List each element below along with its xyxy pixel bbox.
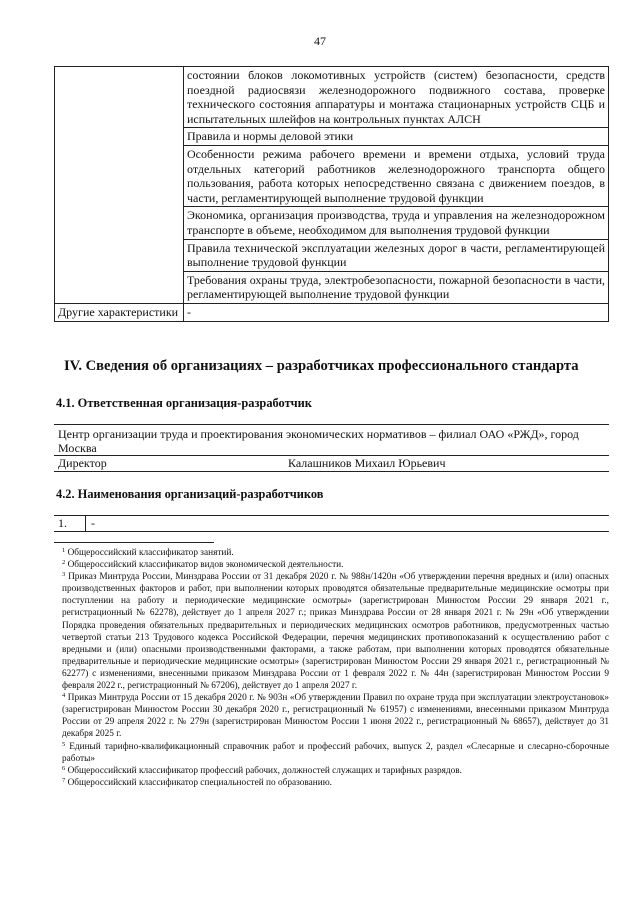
footnote-text: Приказ Минтруда России от 15 декабря 2020 г. № 903н «Об утверждении Правил по охране труда при эксплуатации электроустановок» (зарегистрирован Минюстом России 30 декабря 2020 г., регистрационный № 61957) с изменениями, внесенными приказом Минтруда России от 29 апреля 2022 г. № 279н (зарегистрирован Минюстом России 1 июня 2022 г., регистрационный № 68657), действует до 31 декабря 2025 г. xyxy=(62,693,609,740)
footnote-mark: 5 xyxy=(62,740,66,748)
director-name: Калашников Михаил Юрьевич xyxy=(288,456,446,470)
section-iv-title: IV. Сведения об организациях – разработчиках профессионального стандарта xyxy=(64,358,579,374)
footnote-divider xyxy=(54,542,214,543)
empty-label-cell xyxy=(55,67,184,304)
table-cell: состоянии блоков локомотивных устройств (систем) безопасности, средств поездной радиосвязи железнодорожного подвижного состава, проверке технического состояния аппаратуры и монтажа стационарных устройств СЦБ и испытательных шлейфов на контрольных пунктах АЛСН xyxy=(184,67,609,128)
developer-row-name: - xyxy=(91,516,95,530)
footnote xyxy=(62,741,609,765)
footnote xyxy=(62,692,609,740)
footnote-text: Общероссийский классификатор занятий. xyxy=(67,548,234,558)
footnote-mark: 6 xyxy=(62,764,66,772)
footnotes xyxy=(62,547,609,789)
table-cell: Правила и нормы деловой этики xyxy=(184,128,609,146)
footnote xyxy=(62,571,609,692)
footnote-mark: 3 xyxy=(62,571,66,579)
footnote-text: Общероссийский классификатор профессий рабочих, должностей служащих и тарифных разрядов. xyxy=(67,765,462,776)
table-cell: Правила технической эксплуатации железных дорог в части, регламентирующей выполнение трудовой функции xyxy=(184,239,609,271)
table-cell: Особенности режима рабочего времени и времени отдыха, условий труда отдельных категорий работников железнодорожного транспорта общего пользования, работа которых непосредственно связана с движением поездов, в части, регламентирующей выполнение трудовой функции xyxy=(184,145,609,206)
footnote xyxy=(62,547,609,559)
page-number: 47 xyxy=(314,34,326,48)
requirements-table xyxy=(54,66,609,322)
subsection-4-2-title: 4.2. Наименования организаций-разработчиков xyxy=(56,487,324,501)
footnote xyxy=(62,559,609,571)
subsection-4-1-title: 4.1. Ответственная организация-разработчик xyxy=(56,396,312,410)
footnote-text: Общероссийский классификатор специальностей по образованию. xyxy=(67,777,333,788)
footnote-mark: 7 xyxy=(62,776,66,784)
organization-name: Центр организации труда и проектирования экономических нормативов – филиал ОАО «РЖД», город Москва xyxy=(54,424,609,455)
table-cell: Требования охраны труда, электробезопасности, пожарной безопасности в части, регламентирующей выполнение трудовой функции xyxy=(184,271,609,303)
footnote-text: Приказ Минтруда России, Минздрава России от 31 декабря 2020 г. № 988н/1420н «Об утверждении перечня вредных и (или) опасных производственных факторов и работ, при выполнении которых проводятся обязательные предварительные медицинские осмотры при поступлении на работу и периодические медицинские осмотры» (зарегистрирован Минюстом России 29 января 2021 г., регистрационный № 62278), действует до 1 апреля 2027 г.; приказ Минздрава России от 28 января 2021 г. № 29н «Об утверждении Порядка проведения обязательных предварительных и периодических медицинских осмотров работников, предусмотренных частью четвертой статьи 213 Трудового кодекса Российской Федерации, перечня медицинских противопоказаний к осуществлению работ с вредными и (или) опасными производственными факторами, а также работам, при выполнении которых проводятся обязательные предварительные и периодические медицинские осмотры» (зарегистрирован Минюстом России 29 января 2021 г., регистрационный № 62277) с изменениями, внесенными приказом Минздрава России от 1 февраля 2022 г. № 44н (зарегистрирован Минюстом России 9 февраля 2022 г., регистрационный № 67206), действует до 1 апреля 2027 г. xyxy=(62,572,609,692)
table-row-other xyxy=(55,303,609,321)
table-cell: Экономика, организация производства, труда и управления на железнодорожном транспорте в объеме, необходимом для выполнения трудовой функции xyxy=(184,207,609,239)
footnote-mark: 4 xyxy=(62,692,66,700)
footnote-text: Общероссийский классификатор видов экономической деятельности. xyxy=(67,560,344,571)
footnote-mark: 1 xyxy=(62,547,66,554)
other-characteristics-value: - xyxy=(184,303,609,321)
responsible-organization-block xyxy=(54,424,609,472)
director-position: Директор xyxy=(58,456,107,470)
table-row xyxy=(55,67,609,128)
director-row xyxy=(54,455,609,472)
footnote-mark: 2 xyxy=(62,559,66,567)
developer-row-number: 1. xyxy=(58,516,67,530)
column-divider xyxy=(85,516,86,531)
developer-row xyxy=(54,515,609,532)
other-characteristics-label: Другие характеристики xyxy=(55,303,184,321)
footnote-text: Единый тарифно-квалификационный справочник работ и профессий рабочих, выпуск 2, раздел «Слесарные и слесарно-сборочные работы» xyxy=(62,741,609,764)
footnote xyxy=(62,765,609,777)
footnote xyxy=(62,777,609,789)
